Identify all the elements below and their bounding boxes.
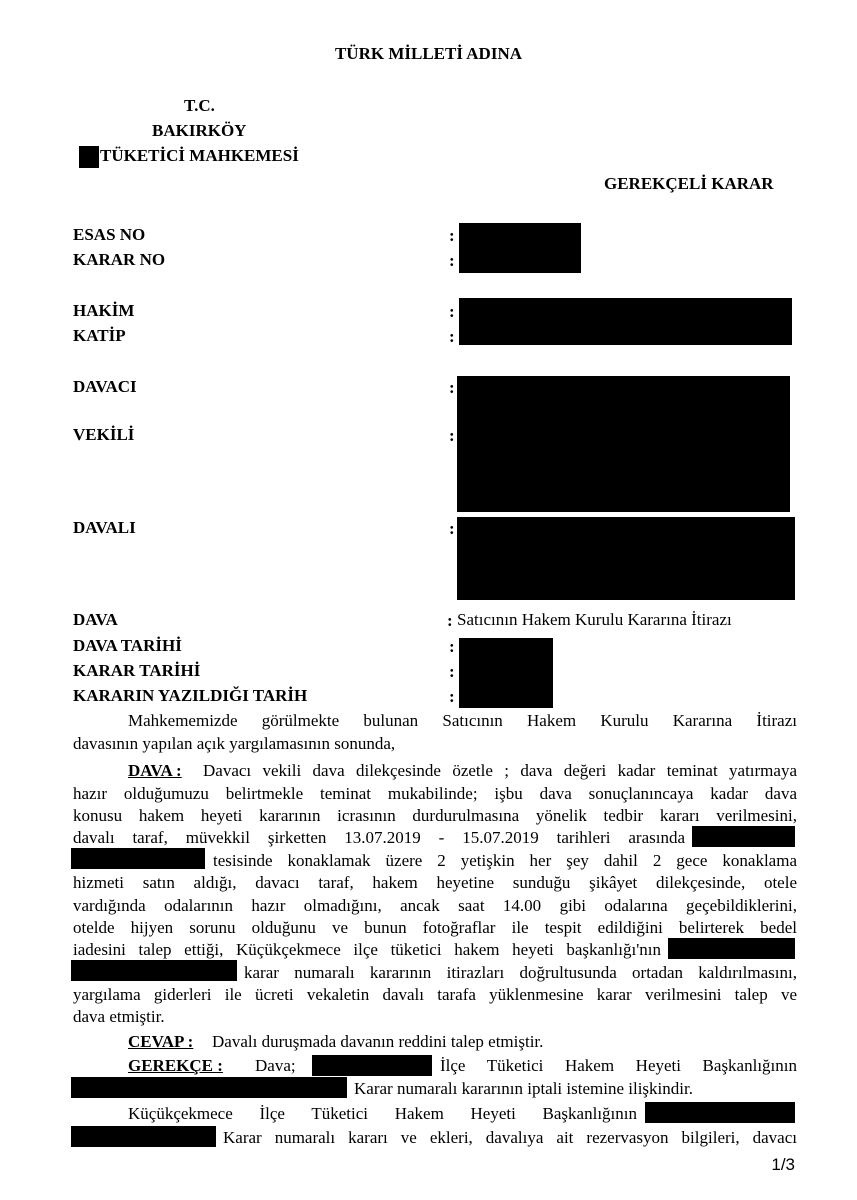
redaction-block (457, 376, 790, 512)
dava-line: dava etmiştir. (73, 1007, 165, 1026)
cevap-text: Davalı duruşmada davanın reddini talep etmiştir. (212, 1032, 544, 1051)
redaction-block (71, 1077, 347, 1098)
dava-line: vardığında odalarının hazır olmadığını, ancak saat 14.00 gibi odalarına geçebildiklerini, (73, 896, 797, 915)
redaction-block (71, 960, 237, 981)
dava-line: Davacı vekili dava dilekçesinde özetle ; dava değeri kadar teminat yatırmaya (203, 761, 797, 780)
dava-line: iadesini talep ettiği, Küçükçekmece ilçe tüketici hakem heyeti başkanlığı'nın (73, 940, 661, 959)
karar-tarihi-label: KARAR TARİHİ (73, 661, 201, 680)
davali-label: DAVALI (73, 518, 136, 537)
nation-heading: TÜRK MİLLETİ ADINA (334, 44, 523, 63)
colon: : (449, 302, 455, 321)
katip-label: KATİP (73, 326, 126, 345)
gerekce-text: Karar numaralı kararının iptali istemine ilişkindir. (354, 1079, 693, 1098)
redaction-block (668, 938, 795, 959)
redaction-block (457, 517, 795, 600)
dava-line: karar numaralı kararının itirazları doğrultusunda ortadan kaldırılmasını, (244, 963, 797, 982)
vekili-label: VEKİLİ (73, 425, 135, 444)
dava-line: yargılama giderleri ile ücreti vekaletin davalı tarafa yüklenmesine karar verilmesini talep ve (73, 985, 797, 1004)
colon: : (449, 687, 455, 706)
body-line: Küçükçekmece İlçe Tüketici Hakem Heyeti Başkanlığının (128, 1104, 637, 1123)
court-heading: TÜKETİCİ MAHKEMESİ (100, 146, 299, 165)
redaction-block (459, 638, 553, 708)
colon: : (449, 378, 455, 397)
intro-line: davasının yapılan açık yargılamasının sonunda, (73, 734, 396, 753)
dava-line: davalı taraf, müvekkil şirketten 13.07.2019 - 15.07.2019 tarihleri arasında (73, 828, 685, 847)
dava-line: otelde hijyen sorunu olduğunu ve bunun fotoğraflar ile tespit edildiğini belirterek bedel (73, 918, 797, 937)
redaction-block (692, 826, 795, 847)
redaction-block (79, 146, 99, 168)
city-heading: BAKIRKÖY (152, 121, 247, 140)
gerekce-text: İlçe Tüketici Hakem Heyeti Başkanlığının (440, 1056, 797, 1075)
hakim-label: HAKİM (73, 301, 135, 320)
dava-line: hazır olduğumuzu belirtmekle teminat mukabilinde; işbu dava sonuçlanıncaya kadar dava (73, 784, 797, 803)
redaction-block (71, 848, 205, 869)
redaction-block (71, 1126, 216, 1147)
cevap-section-label: CEVAP : (128, 1032, 194, 1051)
esas-no-label: ESAS NO (73, 225, 146, 244)
colon: : (449, 327, 455, 346)
page-number: 1/3 (771, 1155, 795, 1174)
body-line: Karar numaralı kararı ve ekleri, davalıya ait rezervasyon bilgileri, davacı (223, 1128, 797, 1147)
tc-heading: T.C. (184, 96, 215, 115)
dava-line: tesisinde konaklamak üzere 2 yetişkin her şey dahil 2 gece konaklama (213, 851, 797, 870)
gerekce-text: Dava; (255, 1056, 296, 1075)
davaci-label: DAVACI (73, 377, 137, 396)
dava-label: DAVA (73, 610, 118, 629)
dava-tarihi-label: DAVA TARİHİ (73, 636, 182, 655)
redaction-block (459, 298, 792, 345)
document-type: GEREKÇELİ KARAR (604, 174, 774, 193)
dava-value: Satıcının Hakem Kurulu Kararına İtirazı (457, 610, 732, 629)
dava-line: hizmeti satın aldığı, davacı taraf, hakem heyetine sunduğu şikâyet dilekçesinde, otele (73, 873, 797, 892)
dava-line: konusu hakem heyeti kararının icrasının durdurulmasına yönelik tedbir kararı verilmesini, (73, 806, 797, 825)
yazildigi-tarih-label: KARARIN YAZILDIĞI TARİH (73, 686, 308, 705)
colon: : (447, 611, 453, 630)
colon: : (449, 251, 455, 270)
redaction-block (645, 1102, 795, 1123)
colon: : (449, 426, 455, 445)
gerekce-section-label: GEREKÇE : (128, 1056, 223, 1075)
colon: : (449, 519, 455, 538)
colon: : (449, 226, 455, 245)
karar-no-label: KARAR NO (73, 250, 166, 269)
colon: : (449, 637, 455, 656)
colon: : (449, 662, 455, 681)
redaction-block (459, 223, 581, 273)
dava-section-label: DAVA : (128, 761, 182, 780)
intro-line: Mahkememizde görülmekte bulunan Satıcının Hakem Kurulu Kararına İtirazı (128, 711, 797, 730)
redaction-block (312, 1055, 432, 1076)
